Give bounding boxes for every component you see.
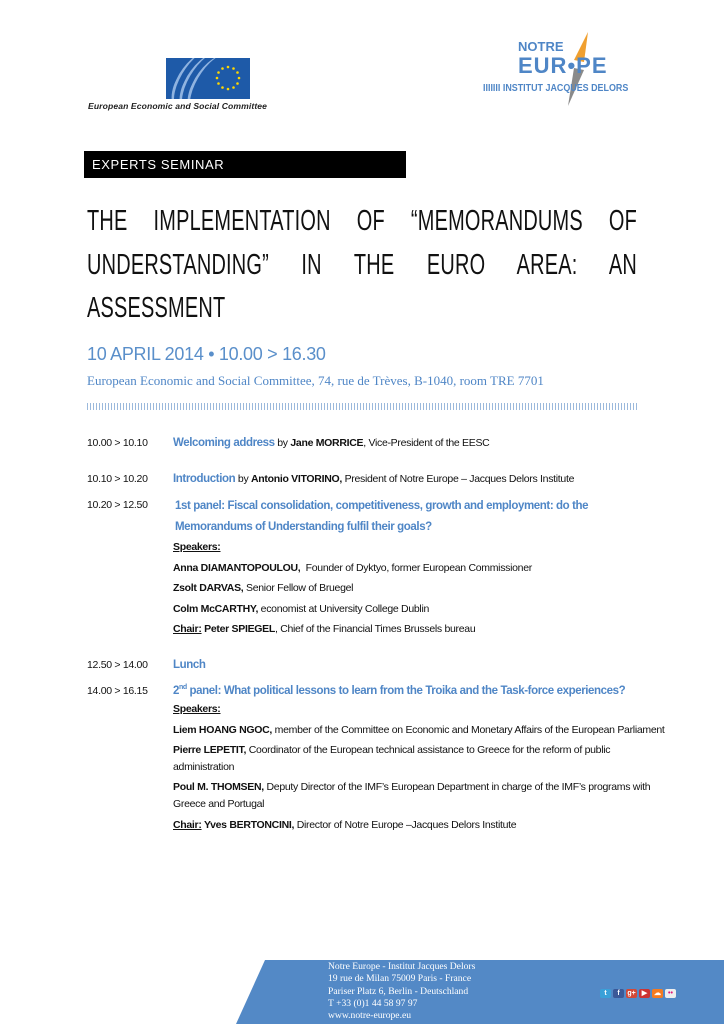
website-link[interactable]: www.notre-europe.eu <box>328 1010 412 1022</box>
event-date: 10 APRIL 2014 • 10.00 > 16.30 <box>87 344 326 364</box>
schedule <box>87 434 717 834</box>
schedule-row: 10.00 > 10.10 Welcoming address by Jane MORRICE, Vice-President of the EESC <box>87 434 717 452</box>
title-line: UNDERSTANDING” IN THE EURO AREA: AN <box>87 248 637 281</box>
speaker: Pierre LEPETIT, Coordinator of the European technical assistance to Greece for the reform of public administration <box>173 743 611 773</box>
speaker: Colm McCARTHY, economist at University College Dublin <box>173 602 430 615</box>
chair: Chair: Peter SPIEGEL, Chief of the Financial Times Brussels bureau <box>173 623 476 635</box>
google-plus-icon[interactable]: g+ <box>627 990 636 997</box>
event-venue: European Economic and Social Committee, 74, rue de Trèves, B-1040, room TRE 7701 <box>87 373 544 388</box>
title-line: THE IMPLEMENTATION OF “MEMORANDUMS OF <box>87 205 637 237</box>
logo-europe: EUR•PE <box>518 53 608 78</box>
speaker: Liem HOANG NGOC, member of the Committee on Economic and Monetary Affairs of the European Parliament <box>173 723 665 736</box>
time: 10.10 > 10.20 <box>87 473 148 485</box>
time: 10.20 > 12.50 <box>87 499 148 511</box>
flickr-icon[interactable]: •• <box>665 989 676 998</box>
speaker: Poul M. THOMSEN, Deputy Director of the IMF’s European Department in charge of the IMF’s programs with Greece and Portugal <box>173 780 651 810</box>
eu-stars-icon <box>214 64 242 92</box>
schedule-row: 10.20 > 12.50 1st panel: Fiscal consolidation, competitiveness, growth and employment: do the Memorandums of Understanding fulfil their goals? Speakers: Anna DIAMANTOPOULOU, Founder of Dyktyo, former European Commissioner Zsolt DARVAS, Senior Fellow of Bruegel Colm McCARTHY, economist at University College Dublin Chair: Peter SPIEGEL, Chief of the Financial Times Brussels bureau <box>87 496 717 640</box>
experts-seminar-badge: EXPERTS SEMINAR <box>84 151 406 178</box>
speaker: Zsolt DARVAS, Senior Fellow of Bruegel <box>173 582 354 594</box>
chair: Chair: Yves BERTONCINI, Director of Notre Europe –Jacques Delors Institute <box>173 818 517 831</box>
twitter-icon[interactable]: t <box>600 989 611 998</box>
logo-notre: NOTRE <box>518 39 564 54</box>
youtube-icon[interactable]: ▶ <box>639 989 650 998</box>
notre-europe-logo <box>480 30 680 110</box>
page-title <box>87 200 637 331</box>
time: 14.00 > 16.15 <box>87 684 148 697</box>
eesc-logo <box>166 58 250 99</box>
schedule-row: 12.50 > 14.00 Lunch <box>87 656 717 674</box>
schedule-row: 10.10 > 10.20 Introduction by Antonio VITORINO, President of Notre Europe – Jacques Delors Institute <box>87 470 717 488</box>
social-icons <box>600 989 676 998</box>
footer-contact: Notre Europe - Institut Jacques Delors 19 rue de Milan 75009 Paris - France Pariser Platz 6, Berlin - Deutschland T +33 (0)1 44 58 97 97 www.notre-europe.eu <box>328 961 476 1022</box>
time: 12.50 > 14.00 <box>87 658 148 671</box>
logo-institut: IIIIIII INSTITUT JACQUES DELORS <box>483 82 629 94</box>
time: 10.00 > 10.10 <box>87 437 148 449</box>
speaker: Anna DIAMANTOPOULOU, Founder of Dyktyo, former European Commissioner <box>173 561 532 574</box>
eesc-name: European Economic and Social Committee <box>88 101 268 111</box>
speakers-label: Speakers: <box>173 702 221 715</box>
dotted-divider <box>87 403 637 410</box>
speakers-label: Speakers: <box>173 541 221 553</box>
soundcloud-icon[interactable]: ☁ <box>654 990 661 997</box>
facebook-icon[interactable]: f <box>613 989 624 998</box>
schedule-row: 14.00 > 16.15 2nd panel: What political lessons to learn from the Troika and the Task-force experiences? Speakers: Liem HOANG NGOC, member of the Committee on Economic and Monetary Affairs of the European Parliament Pierre LEPETIT, Coordinator of the European technical assistance to Greece for the reform of public administration Poul M. THOMSEN, Deputy Director of the IMF’s European Department in charge of the IMF’s programs with Greece and Portugal Chair: Yves BERTONCINI, Director of Notre Europe –Jacques Delors Institute <box>87 682 717 834</box>
title-line: ASSESSMENT <box>87 292 226 324</box>
